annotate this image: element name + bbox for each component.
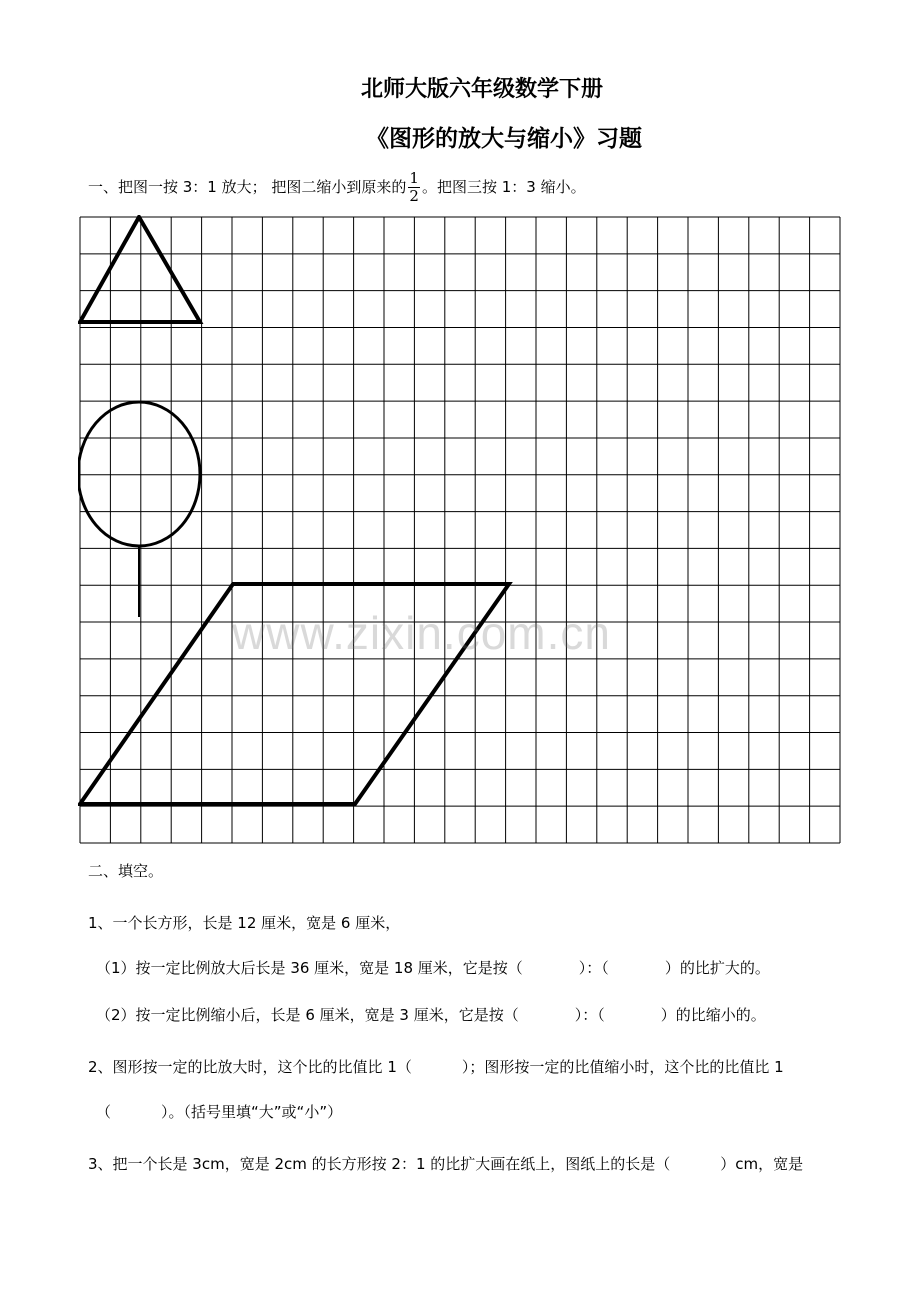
fraction-one-half bbox=[408, 170, 420, 205]
item-3-line bbox=[88, 1153, 803, 1174]
section-2-heading: 二、填空。 bbox=[88, 862, 164, 880]
grid-figure bbox=[78, 215, 843, 847]
item-2-text-c: （ bbox=[96, 1103, 112, 1121]
fraction-numerator: 1 bbox=[409, 169, 419, 187]
item-1-sub-1 bbox=[96, 957, 770, 978]
question-1-text-b: 。把图三按 1：3 缩小。 bbox=[421, 178, 586, 196]
question-1 bbox=[88, 170, 586, 205]
item-1-sub-2-text-a: （2）按一定比例缩小后，长是 6 厘米，宽是 3 厘米，它是按（ bbox=[96, 1006, 519, 1024]
item-3-text-a: 3、把一个长是 3cm，宽是 2cm 的长方形按 2：1 的比扩大画在纸上，图纸上的长是（ bbox=[88, 1155, 671, 1173]
item-1-sub-1-text-a: （1）按一定比例放大后长是 36 厘米，宽是 18 厘米，它是按（ bbox=[96, 959, 523, 977]
question-1-text-a: 一、把图一按 3：1 放大； 把图二缩小到原来的 bbox=[88, 178, 407, 196]
item-2-line-1 bbox=[88, 1056, 784, 1077]
item-1-sub-2 bbox=[96, 1004, 766, 1025]
item-2-line-2 bbox=[96, 1101, 342, 1122]
page-title: 北师大版六年级数学下册 bbox=[360, 77, 603, 102]
item-1-sub-2-text-b: ）：（ bbox=[574, 1006, 605, 1024]
item-1-sub-1-text-c: ）的比扩大的。 bbox=[664, 959, 770, 977]
item-1-sub-2-text-c: ）的比缩小的。 bbox=[660, 1006, 766, 1024]
triangle-shape bbox=[80, 217, 200, 322]
item-3-text-b: ）cm，宽是 bbox=[720, 1155, 804, 1173]
item-1-sub-1-text-b: ）：（ bbox=[578, 959, 609, 977]
fraction-denominator: 2 bbox=[409, 187, 419, 205]
watermark-text: www.zixin.com.cn bbox=[232, 607, 611, 659]
circle-shape bbox=[78, 402, 200, 546]
page-subtitle: 《图形的放大与缩小》习题 bbox=[366, 126, 642, 152]
item-2-text-d: ）。（括号里填“大”或“小”） bbox=[161, 1103, 343, 1121]
item-2-text-b: ）；图形按一定的比值缩小时，这个比的比值比 1 bbox=[461, 1058, 784, 1076]
item-2-text-a: 2、图形按一定的比放大时，这个比的比值比 1（ bbox=[88, 1058, 412, 1076]
item-1-stem: 1、一个长方形，长是 12 厘米，宽是 6 厘米， bbox=[88, 914, 401, 932]
